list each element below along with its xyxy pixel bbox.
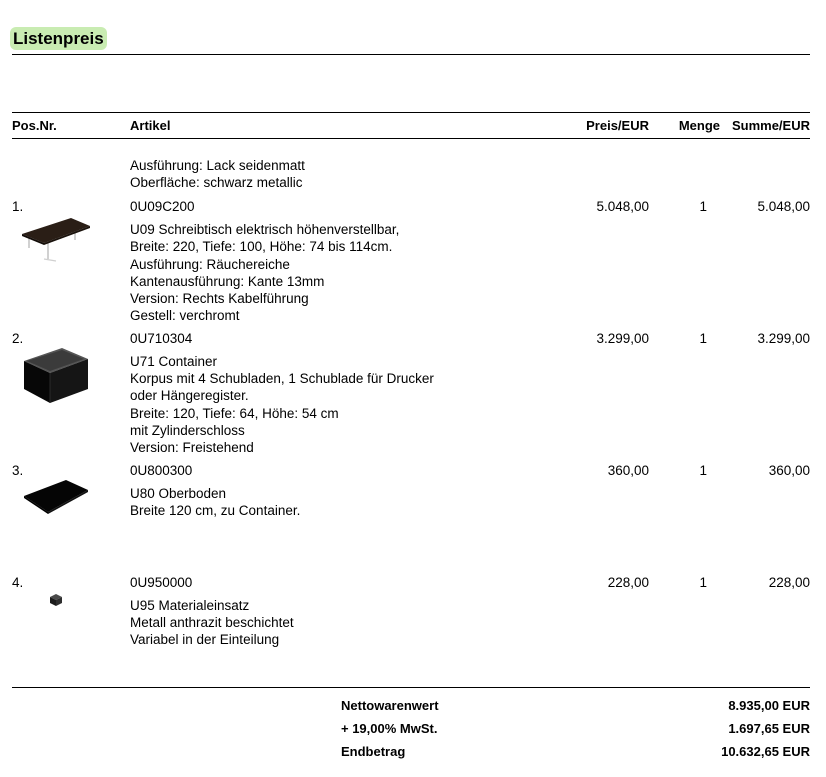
item-line: oder Hängeregister. bbox=[130, 388, 249, 403]
vat-label: + 19,00% MwSt. bbox=[341, 721, 438, 736]
top-panel-icon bbox=[22, 478, 92, 516]
item-pos: 3. bbox=[12, 463, 24, 478]
item-line: Gestell: verchromt bbox=[130, 308, 240, 323]
item-code: 0U800300 bbox=[130, 463, 193, 478]
header-pos: Pos.Nr. bbox=[12, 118, 57, 133]
item-qty: 1 bbox=[699, 575, 707, 590]
preamble-line: Oberfläche: schwarz metallic bbox=[130, 175, 303, 190]
header-price: Preis/EUR bbox=[586, 118, 649, 133]
item-line: U71 Container bbox=[130, 354, 218, 369]
item-price: 228,00 bbox=[607, 575, 649, 590]
item-qty: 1 bbox=[699, 463, 707, 478]
net-value-amount: 8.935,00 EUR bbox=[728, 698, 810, 713]
item-code: 0U710304 bbox=[130, 331, 193, 346]
item-total: 360,00 bbox=[768, 463, 810, 478]
item-total: 3.299,00 bbox=[757, 331, 810, 346]
item-price: 360,00 bbox=[607, 463, 649, 478]
item-line: Version: Rechts Kabelführung bbox=[130, 291, 309, 306]
item-line: Metall anthrazit beschichtet bbox=[130, 615, 294, 630]
item-code: 0U950000 bbox=[130, 575, 193, 590]
item-total: 228,00 bbox=[768, 575, 810, 590]
item-line: Ausführung: Räuchereiche bbox=[130, 257, 290, 272]
item-line: Variabel in der Einteilung bbox=[130, 632, 280, 647]
item-line: U80 Oberboden bbox=[130, 486, 227, 501]
title-divider bbox=[12, 54, 810, 55]
item-price: 3.299,00 bbox=[596, 331, 649, 346]
vat-amount: 1.697,65 EUR bbox=[728, 721, 810, 736]
item-total: 5.048,00 bbox=[757, 199, 810, 214]
grand-total-label: Endbetrag bbox=[341, 744, 406, 759]
item-line: Korpus mit 4 Schubladen, 1 Schublade für Drucker bbox=[130, 371, 434, 386]
container-icon bbox=[22, 345, 92, 407]
item-price: 5.048,00 bbox=[596, 199, 649, 214]
item-code: 0U09C200 bbox=[130, 199, 195, 214]
item-pos: 2. bbox=[12, 331, 24, 346]
item-line: Version: Freistehend bbox=[130, 440, 254, 455]
item-line: U95 Materialeinsatz bbox=[130, 598, 250, 613]
item-line: Breite: 120, Tiefe: 64, Höhe: 54 cm bbox=[130, 406, 339, 421]
preamble-line: Ausführung: Lack seidenmatt bbox=[130, 158, 305, 173]
desk-icon bbox=[20, 214, 92, 264]
page-title: Listenpreis bbox=[10, 27, 107, 50]
item-qty: 1 bbox=[699, 331, 707, 346]
item-qty: 1 bbox=[699, 199, 707, 214]
item-line: Breite: 220, Tiefe: 100, Höhe: 74 bis 114cm. bbox=[130, 239, 393, 254]
net-value-label: Nettowarenwert bbox=[341, 698, 439, 713]
header-qty: Menge bbox=[678, 118, 720, 133]
item-pos: 1. bbox=[12, 199, 24, 214]
item-line: Breite 120 cm, zu Container. bbox=[130, 503, 301, 518]
item-line: U09 Schreibtisch elektrisch höhenverstellbar, bbox=[130, 222, 400, 237]
grand-total-amount: 10.632,65 EUR bbox=[721, 744, 810, 759]
material-insert-icon bbox=[48, 592, 64, 608]
header-total: Summe/EUR bbox=[731, 118, 810, 133]
item-pos: 4. bbox=[12, 575, 24, 590]
item-line: Kantenausführung: Kante 13mm bbox=[130, 274, 325, 289]
summary-divider bbox=[12, 687, 810, 688]
header-article: Artikel bbox=[130, 118, 171, 133]
item-line: mit Zylinderschloss bbox=[130, 423, 245, 438]
header-top-rule bbox=[12, 112, 810, 113]
header-bottom-rule bbox=[12, 138, 810, 139]
